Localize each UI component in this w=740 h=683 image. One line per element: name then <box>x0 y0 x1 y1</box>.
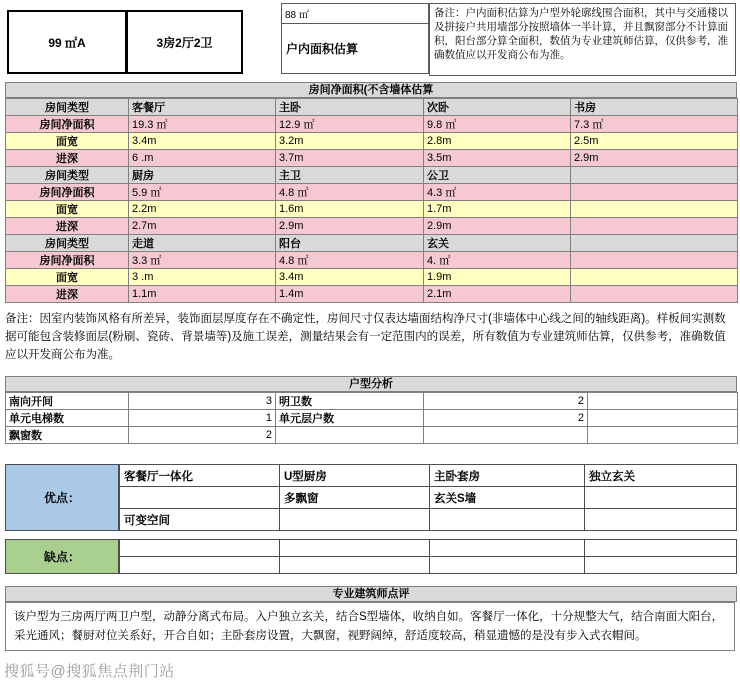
row-label-cell: 房间类型 <box>6 167 129 184</box>
table-row <box>6 167 738 184</box>
room-area-table <box>5 98 738 303</box>
row-label-cell: 进深 <box>6 286 129 303</box>
room-name-cell: 厨房 <box>129 167 276 184</box>
empty-cell <box>571 201 738 218</box>
analysis-label-cell: 单元层户数 <box>276 410 424 427</box>
cons-cell <box>280 540 430 557</box>
inner-area-title: 户内面积估算 <box>281 24 429 74</box>
cons-label: 缺点： <box>5 539 119 574</box>
analysis-label-cell: 单元电梯数 <box>6 410 129 427</box>
value-cell: 1.7m <box>424 201 571 218</box>
analysis-value-cell: 1 <box>129 410 276 427</box>
measurement-note: 备注：因室内装饰风格有所差异，装饰面层厚度存在不确定性，房间尺寸仅表达墙面结构净尺寸(非墙体中心线之间的轴线距离)。样板间实测数据可能包含装修面层(粉刷、瓷砖、背景墙等)及施工误差，测量结果会有一定范围内的误差，所有数值为专业建筑师估算，仅供参考，准确数值应以开发商公布为准。 <box>5 313 726 361</box>
value-cell: 4.8 ㎡ <box>276 252 424 269</box>
pros-cell: 主卧套房 <box>430 465 585 487</box>
pros-cell: U型厨房 <box>280 465 430 487</box>
value-cell: 1.9m <box>424 269 571 286</box>
analysis-label-cell: 明卫数 <box>276 393 424 410</box>
row-label-cell: 面宽 <box>6 269 129 286</box>
value-cell: 5.9 ㎡ <box>129 184 276 201</box>
empty-cell <box>571 252 738 269</box>
header <box>0 0 740 82</box>
row-label-cell: 房间类型 <box>6 99 129 116</box>
empty-cell <box>588 427 738 444</box>
pros-section <box>5 464 737 531</box>
table-row <box>6 252 738 269</box>
analysis-label-cell: 飘窗数 <box>6 427 129 444</box>
review-title: 专业建筑师点评 <box>5 586 737 602</box>
value-cell: 2.2m <box>129 201 276 218</box>
pros-label: 优点： <box>5 464 119 531</box>
cons-cell <box>280 557 430 574</box>
analysis-label-cell <box>276 427 424 444</box>
analysis-title: 户型分析 <box>5 376 737 392</box>
pros-cell: 独立玄关 <box>585 465 737 487</box>
row-label-cell: 面宽 <box>6 133 129 150</box>
pros-cell: 多飘窗 <box>280 487 430 509</box>
review-content: 该户型为三房两厅两卫户型，动静分离式布局。入户独立玄关，结合S型墙体，收纳自如。客餐厅一体化，十分规整大气，结合南面大阳台，采光通风；餐厨对位关系好，开合自如；主卧套房设置，大飘窗，视野阔绰，舒适度较高，稍显遗憾的是没有步入式衣帽间。 <box>5 602 735 651</box>
pros-table <box>119 464 737 531</box>
value-cell: 2.5m <box>571 133 738 150</box>
analysis-value-cell: 2 <box>129 427 276 444</box>
pros-cell: 客餐厅一体化 <box>120 465 280 487</box>
table-row <box>6 286 738 303</box>
table-row <box>120 540 737 557</box>
analysis-label-cell: 南向开间 <box>6 393 129 410</box>
value-cell: 7.3 ㎡ <box>571 116 738 133</box>
value-cell: 3.4m <box>129 133 276 150</box>
empty-cell <box>571 269 738 286</box>
unit-area-label: 99 ㎡A <box>48 35 86 50</box>
analysis-value-cell: 3 <box>129 393 276 410</box>
unit-area-box <box>7 10 127 74</box>
cons-cell <box>120 540 280 557</box>
table-row <box>6 133 738 150</box>
table-row <box>6 427 738 444</box>
cons-cell <box>430 540 585 557</box>
value-cell: 3.5m <box>424 150 571 167</box>
room-name-cell: 公卫 <box>424 167 571 184</box>
table-row <box>6 218 738 235</box>
value-cell: 3.4m <box>276 269 424 286</box>
header-note: 备注：户内面积估算为户型外轮廓线围合面积，其中与交通楼以及拼接户共用墙部分按照墙体一半计算，并且飘窗部分不计算面积，阳台部分算全面积，数值为专业建筑师估算，仅供参考，准确数值应以开发商公布为准。 <box>429 3 736 76</box>
table-row <box>6 201 738 218</box>
value-cell: 2.8m <box>424 133 571 150</box>
room-name-cell: 书房 <box>571 99 738 116</box>
table-row <box>6 184 738 201</box>
value-cell: 2.9m <box>276 218 424 235</box>
cons-section <box>5 539 737 574</box>
pros-cell <box>120 487 280 509</box>
value-cell: 1.4m <box>276 286 424 303</box>
table-row <box>120 465 737 487</box>
value-cell: 3.2m <box>276 133 424 150</box>
analysis-value-cell <box>424 427 588 444</box>
value-cell: 3 .m <box>129 269 276 286</box>
table-row <box>6 150 738 167</box>
analysis-value-cell: 2 <box>424 393 588 410</box>
table-row <box>6 116 738 133</box>
row-label-cell: 进深 <box>6 150 129 167</box>
value-cell: 1.6m <box>276 201 424 218</box>
value-cell: 2.9m <box>571 150 738 167</box>
table-row <box>6 269 738 286</box>
cons-cell <box>120 557 280 574</box>
cons-cell <box>585 540 737 557</box>
room-name-cell: 玄关 <box>424 235 571 252</box>
empty-cell <box>588 393 738 410</box>
pros-cell <box>430 509 585 531</box>
value-cell: 1.1m <box>129 286 276 303</box>
table-row <box>120 487 737 509</box>
room-name-cell: 次卧 <box>424 99 571 116</box>
pros-cell: 可变空间 <box>120 509 280 531</box>
room-name-cell: 阳台 <box>276 235 424 252</box>
cons-cell <box>430 557 585 574</box>
value-cell: 9.8 ㎡ <box>424 116 571 133</box>
room-table-title: 房间净面积(不含墙体估算 <box>5 82 737 98</box>
empty-cell <box>571 235 738 252</box>
analysis-value-cell: 2 <box>424 410 588 427</box>
unit-layout-box <box>126 10 243 74</box>
value-cell: 6 .m <box>129 150 276 167</box>
value-cell: 3.3 ㎡ <box>129 252 276 269</box>
empty-cell <box>571 184 738 201</box>
pros-cell <box>585 487 737 509</box>
value-cell: 4.8 ㎡ <box>276 184 424 201</box>
row-label-cell: 房间净面积 <box>6 252 129 269</box>
pros-cell <box>585 509 737 531</box>
pros-cell <box>280 509 430 531</box>
room-name-cell: 主卧 <box>276 99 424 116</box>
value-cell: 2.1m <box>424 286 571 303</box>
value-cell: 3.7m <box>276 150 424 167</box>
value-cell: 19.3 ㎡ <box>129 116 276 133</box>
room-name-cell: 客餐厅 <box>129 99 276 116</box>
value-cell: 4. ㎡ <box>424 252 571 269</box>
row-label-cell: 房间净面积 <box>6 184 129 201</box>
row-label-cell: 房间类型 <box>6 235 129 252</box>
cons-cell <box>585 557 737 574</box>
inner-area-value: 88 ㎡ <box>281 3 429 24</box>
table-row <box>120 557 737 574</box>
analysis-table <box>5 392 738 444</box>
row-label-cell: 房间净面积 <box>6 116 129 133</box>
unit-layout-label: 3房2厅2卫 <box>156 35 213 50</box>
room-name-cell: 主卫 <box>276 167 424 184</box>
value-cell: 4.3 ㎡ <box>424 184 571 201</box>
empty-cell <box>571 286 738 303</box>
value-cell: 2.9m <box>424 218 571 235</box>
row-label-cell: 进深 <box>6 218 129 235</box>
value-cell: 2.7m <box>129 218 276 235</box>
table-row <box>6 410 738 427</box>
empty-cell <box>588 410 738 427</box>
watermark: 搜狐号@搜狐焦点荆门站 <box>4 663 175 681</box>
room-name-cell: 走道 <box>129 235 276 252</box>
value-cell: 12.9 ㎡ <box>276 116 424 133</box>
inner-area-box <box>281 3 429 74</box>
pros-cell: 玄关S墙 <box>430 487 585 509</box>
table-row <box>6 235 738 252</box>
empty-cell <box>571 218 738 235</box>
cons-table <box>119 539 737 574</box>
table-row <box>6 393 738 410</box>
table-row <box>6 99 738 116</box>
row-label-cell: 面宽 <box>6 201 129 218</box>
table-row <box>120 509 737 531</box>
empty-cell <box>571 167 738 184</box>
